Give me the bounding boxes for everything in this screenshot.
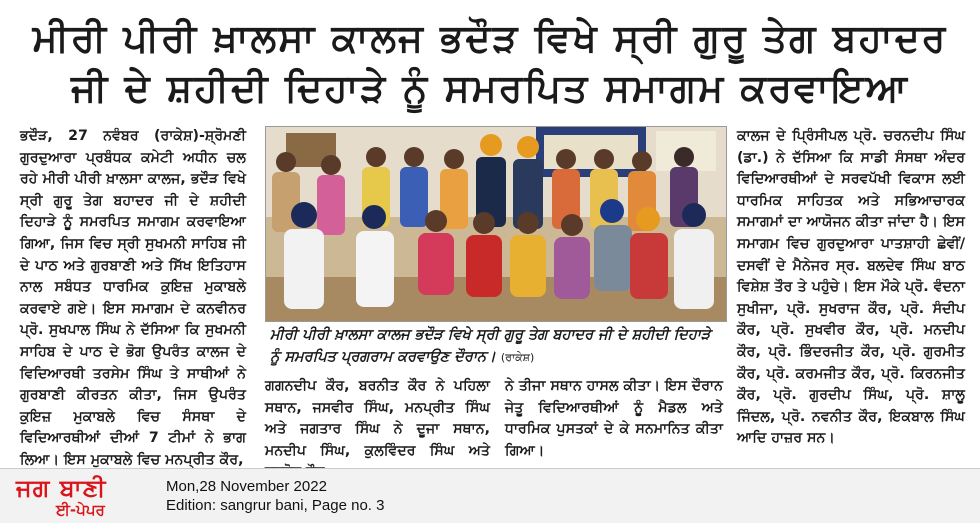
article-column-2: ਗਗਨਦੀਪ ਕੌਰ, ਬਰਨੀਤ ਕੌਰ ਨੇ ਪਹਿਲਾ ਸਥਾਨ, ਜਸਵੀਰ ਸਿੰਘ, ਮਨਪ੍ਰੀਤ ਸਿੰਘ ਅਤੇ ਜਗਤਾਰ ਸਿੰਘ ਨੇ ਦੂਜਾ ਸਥਾਨ, ਮਨਦੀਪ ਸਿੰਘ, ਕੁਲਵਿੰਦਰ ਸਿੰਘ ਅਤੇ: [265, 378, 490, 459]
edition-date: Mon,28 November 2022: [166, 478, 327, 495]
group-photo: [265, 126, 727, 322]
article-column-4: ਕਾਲਜ ਦੇ ਪ੍ਰਿੰਸੀਪਲ ਪ੍ਰੋ. ਚਰਨਦੀਪ ਸਿੰਘ (ਡਾ.) ਨੇ ਦੱਸਿਆ ਕਿ ਸਾਡੀ ਸੰਸਥਾ ਅੰਦਰ ਵਿਦਿਆਰਥੀਆਂ ਦੇ ਸਰਵਪੱਖੀ ਵਿਕਾਸ ਲਈ ਧਾਰਮਿਕ ਸਾਹਿਤਕ ਅਤੇ ਸਭਿਆਚਾਰਕ ਸਮਾਗਮਾਂ ਦਾ ਆਯੋਜਨ ਕੀਤਾ ਜਾਂਦਾ ਹੈ। ਇਸ ਸਮਾਗਮ ਵਿਚ ਗੁਰਦੁਆਰਾ ਪਾਤਸ਼ਾਹੀ ਛੇਵੀਂ/ਦਸਵੀਂ ਦੇ ਮੈਨੇਜਰ ਸ੍ਰ. ਬਲਦੇਵ ਸਿੰਘ ਬਾਠ ਵਿਸ਼ੇਸ਼ ਤੌਰ ਤੇ ਪਹੁੰਚੇ। ਇਸ ਮੌਕੇ ਪ੍ਰੋ. ਵੰਦਨਾ ਸੁਖੀਜਾ, ਪ੍ਰੋ. ਸੁਖਰਾਜ ਕੌਰ, ਪ੍ਰੋ. ਸੰਦੀਪ ਕੌਰ, ਪ੍ਰੋ. ਸੁਖਵੀਰ ਕੌਰ, ਪ੍ਰੋ. ਮਨਦੀਪ ਕੌਰ, ਪ੍ਰੋ. ਭਿੰਦਰਜੀਤ ਕੌਰ, ਪ੍ਰੋ. ਗੁਰਮੀਤ ਕੌਰ, ਪ੍ਰੋ. ਕਰਮਜੀਤ ਕੌਰ, ਪ੍ਰੋ. ਕਿਰਨਜੀਤ ਕੌਰ, ਪ੍ਰੋ. ਗੁਰਦੀਪ ਸਿੰਘ, ਪ੍ਰੋ. ਸ਼ਾਲੂ ਜਿੰਦਲ, ਪ੍ਰੋ. ਨਵਨੀਤ ਕੌਰ, ਇਕਬਾਲ ਸਿੰਘ ਆਦਿ ਹਾਜ਼ਰ ਸਨ।: [737, 128, 965, 447]
headline-line-2: ਜੀ ਦੇ ਸ਼ਹੀਦੀ ਦਿਹਾੜੇ ਨੂੰ ਸਮਰਪਿਤ ਸਮਾਗਮ ਕਰਵਾਇਆ: [71, 66, 909, 110]
article-column-3: ਨੇ ਤੀਜਾ ਸਥਾਨ ਹਾਸਲ ਕੀਤਾ। ਇਸ ਦੌਰਾਨ ਜੇਤੂ ਵਿਦਿਆਰਥੀਆਂ ਨੂੰ ਮੈਡਲ ਅਤੇ ਧਾਰਮਿਕ ਪੁਸਤਕਾਂ ਦੇ ਕੇ ਸਨਮਾਨਿਤ ਕੀਤਾ ਗਿਆ।: [505, 378, 723, 459]
caption-text: ਮੀਰੀ ਪੀਰੀ ਖ਼ਾਲਸਾ ਕਾਲਜ ਭਦੌੜ ਵਿਖੇ ਸ੍ਰੀ ਗੁਰੂ ਤੇਗ ਬਹਾਦਰ ਜੀ ਦੇ ਸ਼ਹੀਦੀ ਦਿਹਾੜੇ ਨੂੰ ਸਮਰਪਿਤ ਪ੍ਰਗਰਾਮ ਕਰਵਾਉਣ ਦੌਰਾਨ।: [270, 327, 711, 365]
group-photo-illustration: [266, 127, 726, 321]
epaper-footer: [0, 468, 980, 523]
edition-name: Edition: sangrur bani, Page no. 3: [166, 497, 385, 514]
headline-line-1: ਮੀਰੀ ਪੀਰੀ ਖ਼ਾਲਸਾ ਕਾਲਜ ਭਦੌੜ ਵਿਖੇ ਸ੍ਰੀ ਗੁਰੂ ਤੇਗ ਬਹਾਦਰ: [32, 16, 948, 60]
jagbani-logo[interactable]: [16, 475, 151, 519]
photo-caption: [270, 324, 722, 369]
article-column-1: ਭਦੌੜ, 27 ਨਵੰਬਰ (ਰਾਕੇਸ਼)-ਸ਼੍ਰੋਮਣੀ ਗੁਰਦੁਆਰਾ ਪ੍ਰਬੰਧਕ ਕਮੇਟੀ ਅਧੀਨ ਚਲ ਰਹੇ ਮੀਰੀ ਪੀਰੀ ਖ਼ਾਲਸਾ ਕਾਲਜ, ਭਦੌੜ ਵਿਖੇ ਸ੍ਰੀ ਗੁਰੂ ਤੇਗ ਬਹਾਦਰ ਜੀ ਦੇ ਸ਼ਹੀਦੀ ਦਿਹਾੜੇ ਨੂੰ ਸਮਰਪਿਤ ਸਮਾਗਮ ਕਰਵਾਇਆ ਗਿਆ, ਜਿਸ ਵਿਚ ਸ੍ਰੀ ਸੁਖਮਨੀ ਸਾਹਿਬ ਜੀ ਦੇ ਪਾਠ ਅਤੇ ਗੁਰਬਾਣੀ ਅਤੇ ਸਿੱਖ ਇਤਿਹਾਸ ਨਾਲ ਸਬੰਧਤ ਧਾਰਮਿਕ ਕੁਇਜ਼ ਮੁਕਾਬਲੇ ਕਰਵਾਏ ਗਏ। ਇਸ ਸਮਾਗਮ ਦੇ ਕਨਵੀਨਰ ਪ੍ਰੋ. ਸੁਖਪਾਲ ਸਿੰਘ ਨੇ ਦੱਸਿਆ ਕਿ ਸੁਖਮਨੀ ਸਾਹਿਬ ਦੇ ਪਾਠ ਦੇ ਭੋਗ ਉਪਰੰਤ ਕਾਲਜ ਦੇ ਵਿਦਿਆਰਥੀ ਤਰਸੇਮ ਸਿੰਘ ਤੇ ਸਾਥੀਆਂ ਨੇ ਗੁਰਬਾਣੀ ਕੀਰਤਨ ਕੀਤਾ, ਜਿਸ ਉਪਰੰਤ ਕੁਇਜ਼ ਮੁਕਾਬਲੇ ਵਿਚ ਸੰਸਥਾ ਦੇ ਵਿਦਿਆਰਥੀਆਂ ਦੀਆਂ 7 ਟੀਮਾਂ ਨੇ ਭਾਗ ਲਿਆ। ਇਸ ਮੁਕਾਬਲੇ ਵਿਚ ਮਨਪ੍ਰੀਤ ਕੌਰ,: [20, 128, 246, 468]
caption-credit: (ਰਾਕੇਸ਼): [500, 351, 535, 364]
logo-title: ਜਗ ਬਾਣੀ: [16, 473, 107, 502]
logo-subtitle: ਈ-ਪੇਪਰ: [56, 501, 105, 519]
edition-info: [166, 477, 384, 515]
